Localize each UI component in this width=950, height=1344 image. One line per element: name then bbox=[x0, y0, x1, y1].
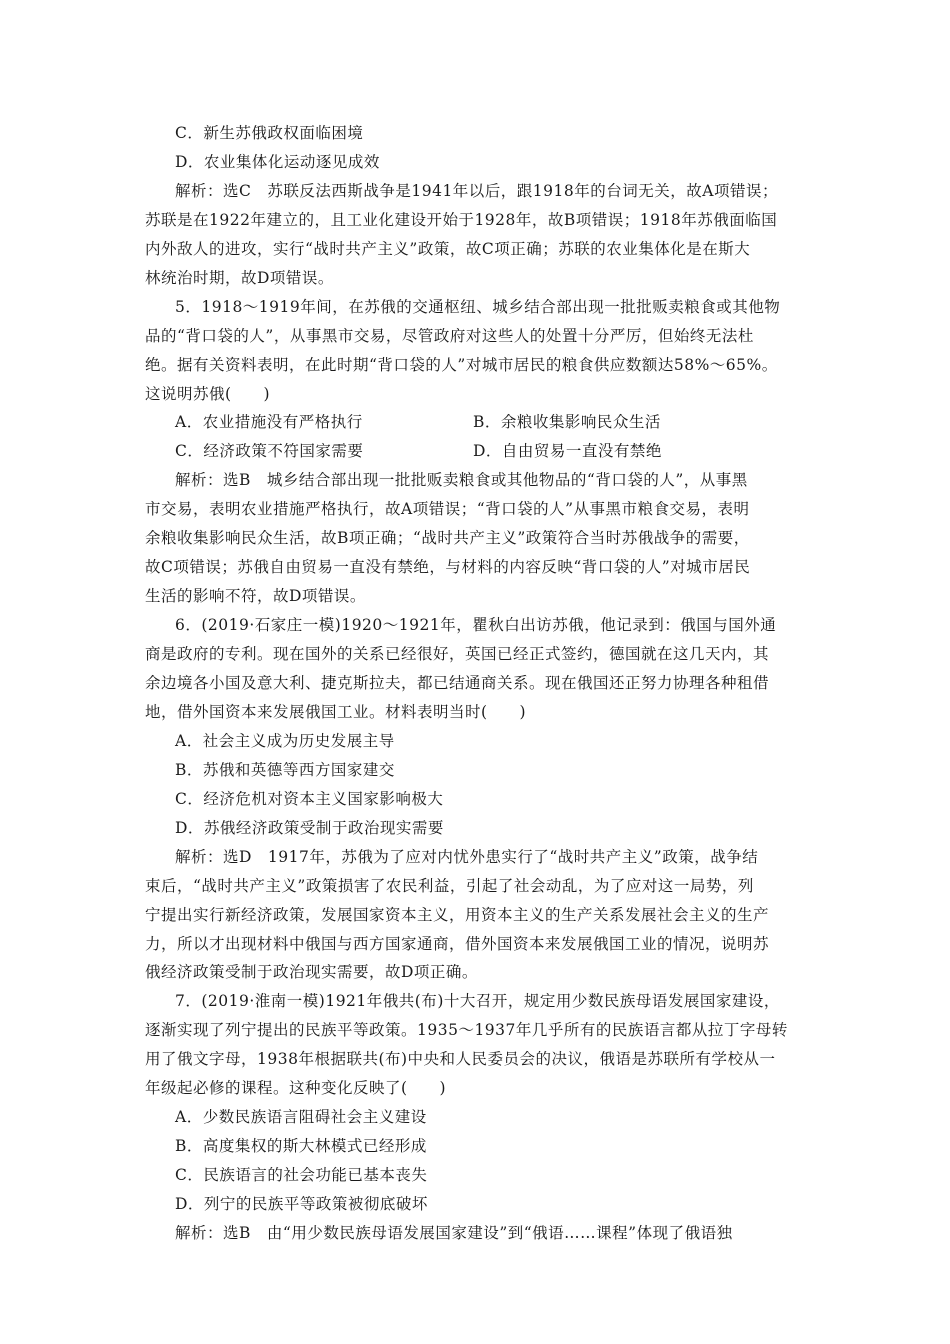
option-c-q5: C．经济政策不符国家需要 bbox=[175, 442, 364, 460]
option-b-q7: B．高度集权的斯大林模式已经形成 bbox=[175, 1137, 427, 1155]
question-5-line: 绝。据有关资料表明，在此时期“背口袋的人”对城市居民的粮食供应数额达58%～65%。 bbox=[145, 356, 778, 374]
option-a-q6: A．社会主义成为历史发展主导 bbox=[175, 732, 395, 750]
question-7-line: 逐渐实现了列宁提出的民族平等政策。1935～1937年几乎所有的民族语言都从拉丁字母转 bbox=[145, 1021, 788, 1039]
option-a-q5: A．农业措施没有严格执行 bbox=[175, 413, 363, 431]
analysis-q7: 解析：选B 由“用少数民族母语发展国家建设”到“俄语……课程”体现了俄语独 bbox=[175, 1224, 733, 1242]
option-c-q7: C．民族语言的社会功能已基本丧失 bbox=[175, 1166, 428, 1184]
option-d-q5: D．自由贸易一直没有禁绝 bbox=[473, 442, 662, 460]
analysis-q4-line: 林统治时期，故D项错误。 bbox=[145, 269, 334, 287]
question-7-line: 用了俄文字母，1938年根据联共(布)中央和人民委员会的决议，俄语是苏联所有学校从一 bbox=[145, 1050, 776, 1068]
question-6-line: 余边境各小国及意大利、捷克斯拉夫，都已结通商关系。现在俄国还正努力协理各种租借 bbox=[145, 674, 770, 692]
question-5-line: 这说明苏俄( ) bbox=[145, 385, 271, 403]
option-b-q5: B．余粮收集影响民众生活 bbox=[473, 413, 661, 431]
analysis-q6-line: 力，所以才出现材料中俄国与西方国家通商，借外国资本来发展俄国工业的情况，说明苏 bbox=[145, 935, 770, 953]
analysis-q6-line: 宁提出实行新经济政策，发展国家资本主义，用资本主义的生产关系发展社会主义的生产 bbox=[145, 906, 770, 924]
analysis-q4: 解析：选C 苏联反法西斯战争是1941年以后，跟1918年的台词无关，故A项错误； bbox=[175, 182, 778, 200]
analysis-q6-line: 束后，“战时共产主义”政策损害了农民利益，引起了社会动乱，为了应对这一局势，列 bbox=[145, 877, 754, 895]
analysis-q4-line: 苏联是在1922年建立的，且工业化建设开始于1928年，故B项错误；1918年苏俄面临国 bbox=[145, 211, 778, 229]
analysis-q6-line: 俄经济政策受制于政治现实需要，故D项正确。 bbox=[145, 963, 478, 981]
analysis-q4-line: 内外敌人的进攻，实行“战时共产主义”政策，故C项正确；苏联的农业集体化是在斯大 bbox=[145, 240, 751, 258]
analysis-q5-line: 市交易，表明农业措施严格执行，故A项错误；“背口袋的人”从事黑市粮食交易，表明 bbox=[145, 500, 750, 518]
analysis-q5-line: 故C项错误；苏俄自由贸易一直没有禁绝，与材料的内容反映“背口袋的人”对城市居民 bbox=[145, 558, 751, 576]
question-6-line: 地，借外国资本来发展俄国工业。材料表明当时( ) bbox=[145, 703, 527, 721]
question-5: 5．1918～1919年间，在苏俄的交通枢纽、城乡结合部出现一批批贩卖粮食或其他物 bbox=[175, 298, 781, 316]
analysis-q5: 解析：选B 城乡结合部出现一批批贩卖粮食或其他物品的“背口袋的人”，从事黑 bbox=[175, 471, 748, 489]
option-c-q6: C．经济危机对资本主义国家影响极大 bbox=[175, 790, 444, 808]
option-b-q6: B．苏俄和英德等西方国家建交 bbox=[175, 761, 395, 779]
analysis-q5-line: 生活的影响不符，故D项错误。 bbox=[145, 587, 366, 605]
option-d-q6: D．苏俄经济政策受制于政治现实需要 bbox=[175, 819, 444, 837]
analysis-q5-line: 余粮收集影响民众生活，故B项正确；“战时共产主义”政策符合当时苏俄战争的需要， bbox=[145, 529, 750, 547]
question-7: 7．(2019·淮南一模)1921年俄共(布)十大召开，规定用少数民族母语发展国家建设， bbox=[175, 992, 780, 1010]
option-c-q4: C．新生苏俄政权面临困境 bbox=[175, 124, 364, 142]
option-d-q7: D．列宁的民族平等政策被彻底破坏 bbox=[175, 1195, 428, 1213]
question-6-line: 商是政府的专利。现在国外的关系已经很好，英国已经正式签约，德国就在这几天内，其 bbox=[145, 645, 770, 663]
question-5-line: 品的“背口袋的人”，从事黑市交易，尽管政府对这些人的处置十分严厉，但始终无法杜 bbox=[145, 327, 754, 345]
analysis-q6: 解析：选D 1917年，苏俄为了应对内忧外患实行了“战时共产主义”政策，战争结 bbox=[175, 848, 759, 866]
option-d-q4: D．农业集体化运动逐见成效 bbox=[175, 153, 380, 171]
question-7-line: 年级起必修的课程。这种变化反映了( ) bbox=[145, 1079, 447, 1097]
question-6: 6．(2019·石家庄一模)1920～1921年，瞿秋白出访苏俄，他记录到：俄国与国外通 bbox=[175, 616, 777, 634]
option-a-q7: A．少数民族语言阻碍社会主义建设 bbox=[175, 1108, 427, 1126]
